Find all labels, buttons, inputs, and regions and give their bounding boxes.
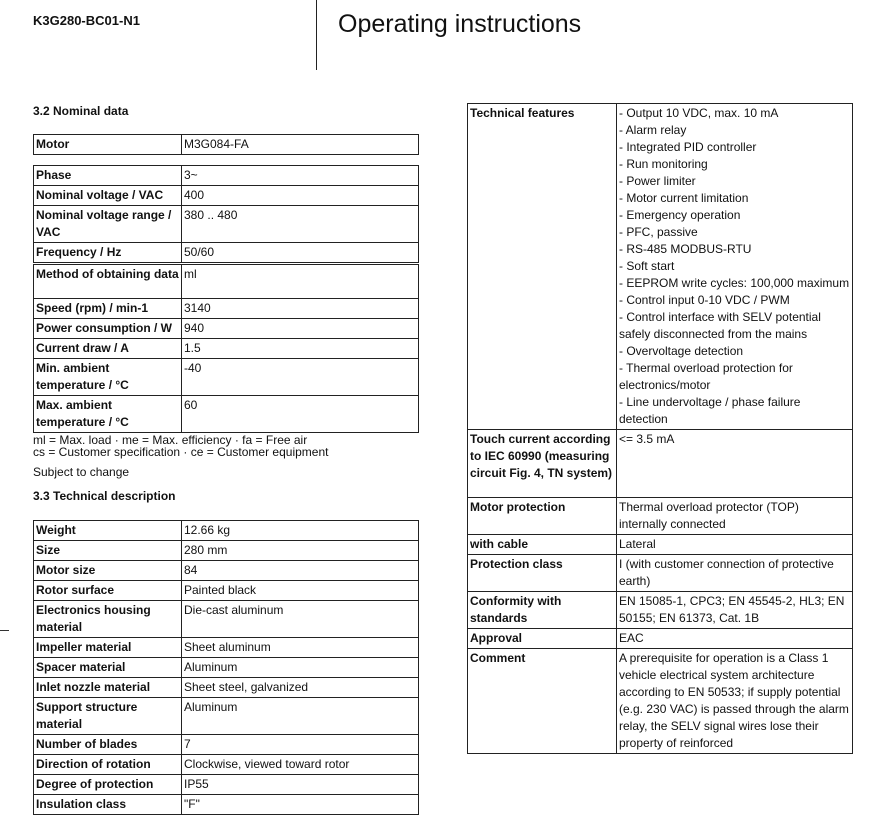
table-row bbox=[34, 735, 419, 755]
list-item: - Alarm relay bbox=[619, 123, 687, 137]
feature-list bbox=[617, 104, 853, 430]
table-value: Aluminum bbox=[182, 698, 419, 735]
table-row bbox=[34, 396, 419, 433]
table-key: with cable bbox=[468, 535, 617, 555]
table-value: Aluminum bbox=[182, 658, 419, 678]
table-value: -40 bbox=[182, 359, 419, 396]
table-value: ml bbox=[182, 265, 419, 299]
table-value: 50/60 bbox=[182, 243, 419, 263]
table-row bbox=[34, 658, 419, 678]
table-value: A prerequisite for operation is a Class 1 vehicle electrical system architecture according to EN 50533; if supply potential (e.g. 230 VAC) is passed through the alarm relay, the SELV signal wires lose their property of reinforced bbox=[617, 649, 853, 754]
table-key: Motor protection bbox=[468, 498, 617, 535]
table-row bbox=[34, 601, 419, 638]
table-key: Max. ambient temperature / °C bbox=[34, 396, 182, 433]
list-item: - EEPROM write cycles: 100,000 maximum bbox=[619, 276, 850, 290]
table-key: Support structure material bbox=[34, 698, 182, 735]
table-key: Motor size bbox=[34, 561, 182, 581]
table-row bbox=[34, 561, 419, 581]
table-key: Frequency / Hz bbox=[34, 243, 182, 263]
list-item: - Thermal overload protection for electronics/motor bbox=[619, 361, 793, 392]
page-title: Operating instructions bbox=[338, 10, 582, 38]
list-item: - Motor current limitation bbox=[619, 191, 749, 205]
table-key: Min. ambient temperature / °C bbox=[34, 359, 182, 396]
table-key: Insulation class bbox=[34, 795, 182, 815]
table-row bbox=[34, 319, 419, 339]
table-value: "F" bbox=[182, 795, 419, 815]
table-value: 280 mm bbox=[182, 541, 419, 561]
table-row bbox=[34, 541, 419, 561]
list-item: - Soft start bbox=[619, 259, 675, 273]
list-item: - Overvoltage detection bbox=[619, 344, 744, 358]
table-value: 3140 bbox=[182, 299, 419, 319]
table-row bbox=[34, 755, 419, 775]
table-row bbox=[34, 166, 419, 186]
table-key: Number of blades bbox=[34, 735, 182, 755]
table-row bbox=[34, 581, 419, 601]
list-item: - Run monitoring bbox=[619, 157, 708, 171]
table-key: Nominal voltage / VAC bbox=[34, 186, 182, 206]
document-code: K3G280-BC01-N1 bbox=[33, 13, 140, 28]
table-key: Motor bbox=[34, 135, 182, 155]
table-key: Nominal voltage range / VAC bbox=[34, 206, 182, 243]
table-row bbox=[34, 243, 419, 263]
list-item: - Control input 0-10 VDC / PWM bbox=[619, 293, 790, 307]
table-key: Phase bbox=[34, 166, 182, 186]
table-value: IP55 bbox=[182, 775, 419, 795]
list-item: - Emergency operation bbox=[619, 208, 741, 222]
nominal-data-heading: 3.2 Nominal data bbox=[33, 104, 129, 118]
legend-line-2: cs = Customer specification · ce = Customer equipment bbox=[33, 445, 329, 459]
list-item: - RS-485 MODBUS-RTU bbox=[619, 242, 752, 256]
table-row bbox=[34, 521, 419, 541]
table-value: Sheet aluminum bbox=[182, 638, 419, 658]
table-key: Size bbox=[34, 541, 182, 561]
table-value: 12.66 kg bbox=[182, 521, 419, 541]
table-row bbox=[468, 629, 853, 649]
table-row bbox=[34, 135, 419, 155]
header-divider bbox=[316, 0, 317, 70]
table-key: Direction of rotation bbox=[34, 755, 182, 775]
table-value: Painted black bbox=[182, 581, 419, 601]
table-key: Spacer material bbox=[34, 658, 182, 678]
legend-line-1: ml = Max. load · me = Max. efficiency · fa = Free air bbox=[33, 433, 308, 447]
table-key: Impeller material bbox=[34, 638, 182, 658]
table-key: Comment bbox=[468, 649, 617, 754]
table-row bbox=[34, 339, 419, 359]
list-item: - Integrated PID controller bbox=[619, 140, 757, 154]
list-item: - Control interface with SELV potential safely disconnected from the mains bbox=[619, 310, 821, 341]
list-item: - Output 10 VDC, max. 10 mA bbox=[619, 106, 779, 120]
table-value: Sheet steel, galvanized bbox=[182, 678, 419, 698]
table-value: I (with customer connection of protective earth) bbox=[617, 555, 853, 592]
list-item: - PFC, passive bbox=[619, 225, 698, 239]
table-value: Thermal overload protector (TOP) internally connected bbox=[617, 498, 853, 535]
table-row bbox=[34, 206, 419, 243]
table-key: Approval bbox=[468, 629, 617, 649]
technical-description-heading: 3.3 Technical description bbox=[33, 489, 176, 503]
electrical-table bbox=[33, 165, 419, 263]
table-row bbox=[34, 265, 419, 299]
table-row bbox=[34, 698, 419, 735]
table-key: Inlet nozzle material bbox=[34, 678, 182, 698]
list-item: - Line undervoltage / phase failure detection bbox=[619, 395, 801, 426]
table-row bbox=[34, 186, 419, 206]
table-row bbox=[34, 359, 419, 396]
table-value: 84 bbox=[182, 561, 419, 581]
table-row bbox=[34, 775, 419, 795]
table-value: <= 3.5 mA bbox=[617, 430, 853, 498]
table-value: 60 bbox=[182, 396, 419, 433]
operating-table bbox=[33, 264, 419, 433]
table-key: Weight bbox=[34, 521, 182, 541]
table-value: Die-cast aluminum bbox=[182, 601, 419, 638]
table-row bbox=[468, 430, 853, 498]
table-row bbox=[468, 649, 853, 754]
table-key: Technical features bbox=[468, 104, 617, 430]
table-key: Speed (rpm) / min-1 bbox=[34, 299, 182, 319]
table-value: EAC bbox=[617, 629, 853, 649]
table-value: 380 .. 480 bbox=[182, 206, 419, 243]
technical-table bbox=[33, 520, 419, 815]
table-value: Lateral bbox=[617, 535, 853, 555]
table-key: Current draw / A bbox=[34, 339, 182, 359]
table-row bbox=[34, 795, 419, 815]
table-value: 940 bbox=[182, 319, 419, 339]
table-row bbox=[468, 535, 853, 555]
table-row bbox=[468, 104, 853, 430]
table-row bbox=[34, 678, 419, 698]
subject-to-change-note: Subject to change bbox=[33, 465, 130, 479]
table-key: Conformity with standards bbox=[468, 592, 617, 629]
motor-table bbox=[33, 134, 419, 155]
table-row bbox=[34, 638, 419, 658]
margin-mark bbox=[0, 630, 9, 631]
table-row bbox=[34, 299, 419, 319]
table-row bbox=[468, 555, 853, 592]
table-key: Rotor surface bbox=[34, 581, 182, 601]
table-row bbox=[468, 592, 853, 629]
features-table bbox=[467, 103, 853, 754]
table-value: EN 15085-1, CPC3; EN 45545-2, HL3; EN 50155; EN 61373, Cat. 1B bbox=[617, 592, 853, 629]
table-key: Power consumption / W bbox=[34, 319, 182, 339]
table-key: Protection class bbox=[468, 555, 617, 592]
table-key: Degree of protection bbox=[34, 775, 182, 795]
table-key: Electronics housing material bbox=[34, 601, 182, 638]
table-value: 7 bbox=[182, 735, 419, 755]
table-value: Clockwise, viewed toward rotor bbox=[182, 755, 419, 775]
table-value: 3~ bbox=[182, 166, 419, 186]
table-row bbox=[468, 498, 853, 535]
table-key: Method of obtaining data bbox=[34, 265, 182, 299]
table-key: Touch current according to IEC 60990 (measuring circuit Fig. 4, TN system) bbox=[468, 430, 617, 498]
table-value: M3G084-FA bbox=[182, 135, 419, 155]
table-value: 1.5 bbox=[182, 339, 419, 359]
list-item: - Power limiter bbox=[619, 174, 696, 188]
table-value: 400 bbox=[182, 186, 419, 206]
